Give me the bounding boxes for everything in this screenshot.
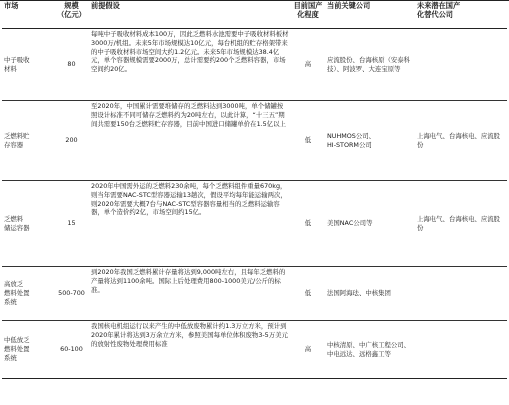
table-row [2, 29, 507, 101]
future-companies-cell [415, 29, 507, 101]
header-future-companies: 未来潜在国产 化替代公司 [415, 2, 507, 29]
future-companies-cell [415, 321, 507, 379]
future-companies-cell: 上海电气、台海核电、应流股份 [415, 181, 507, 267]
market-cell: 中低放乏 燃料处置 系统 [2, 321, 54, 379]
current-companies-cell: NUHMOS公司、 HI-STORM公司 [325, 101, 415, 181]
assumption-cell: 到2020年我国乏燃料累计存量将达到9,000吨左右，且每年乏燃料的产量将达到1100余吨。国际上后处理费用800-1000美元/公斤的标准。 [89, 267, 291, 321]
assumption-cell: 每吨中子吸收材料成本100万，因此乏燃料水池需要中子吸收材料板材3000万/机组。未来5年市场规模达10亿元，每台机组的贮存格架带来的中子吸收材料市场空间大约1.2亿元。未来5年市场规模达38.4亿元，单个容器规模需要2000万，总计需要约200个乏燃料容器，市场空间约20亿。 [89, 29, 291, 101]
table-row [2, 267, 507, 321]
current-companies-cell: 应流股份、台海核原（安泰科技）、阿波罗、大连宝原等 [325, 29, 415, 101]
scale-cell: 500-700 [54, 267, 89, 321]
future-companies-cell: 上海电气、台海核电、应流股份 [415, 101, 507, 181]
scale-cell: 15 [54, 181, 89, 267]
header-scale: 规模 （亿元） [54, 2, 89, 29]
table-row [2, 321, 507, 379]
future-companies-cell [415, 267, 507, 321]
localization-cell: 高 [291, 29, 325, 101]
localization-cell: 低 [291, 267, 325, 321]
table-row [2, 101, 507, 181]
scale-cell: 200 [54, 101, 89, 181]
header-localization: 目前国产 化程度 [291, 2, 325, 29]
assumption-cell: 至2020年，中国累计需要堆储存的乏燃料达到3000吨，单个储罐按照设计标准不同可储存乏燃料约为20吨左右，以此计算，“十三五”期间共需要150台乏燃料贮存容器，目前中国进口储罐单价在1.5亿以上 [89, 101, 291, 181]
assumption-cell: 我国核电机组运行以来产生的中低放废物累计约1.3万立方米，预计到2020年累计将达到3万余立方米，参照美国每单位体积废物3-5万美元的放射性废物处理费用标准 [89, 321, 291, 379]
assumption-cell: 2020年中国需外运的乏燃料230余吨，每个乏燃料组件重量670kg，则当年需要NAC-STC型容器运输13趟次，假设平均每年能运输两次，则2020年需要大概7台与NAC-STC型容器容量相当的乏燃料运输容器，单个造价约2亿，市场空间约15亿。 [89, 181, 291, 267]
market-cell: 乏燃料 储运容器 [2, 181, 54, 267]
table-row [2, 181, 507, 267]
market-cell: 高放乏 燃料处置 系统 [2, 267, 54, 321]
current-companies-cell: 中核清原、中广核工程公司、中电远达、远格鑫工等 [325, 321, 415, 379]
header-market: 市场 [2, 2, 54, 29]
localization-cell: 低 [291, 181, 325, 267]
header-assumption: 前提假设 [89, 2, 291, 29]
localization-cell: 高 [291, 321, 325, 379]
market-cell: 中子吸收 材料 [2, 29, 54, 101]
market-table [2, 2, 507, 379]
current-companies-cell: 美国NAC公司等 [325, 181, 415, 267]
scale-cell: 60-100 [54, 321, 89, 379]
header-current-companies: 当前关键公司 [325, 2, 415, 29]
current-companies-cell: 法国阿海珐、中核集团 [325, 267, 415, 321]
market-cell: 乏燃料贮 存容器 [2, 101, 54, 181]
scale-cell: 80 [54, 29, 89, 101]
header-row [2, 2, 507, 29]
localization-cell: 低 [291, 101, 325, 181]
